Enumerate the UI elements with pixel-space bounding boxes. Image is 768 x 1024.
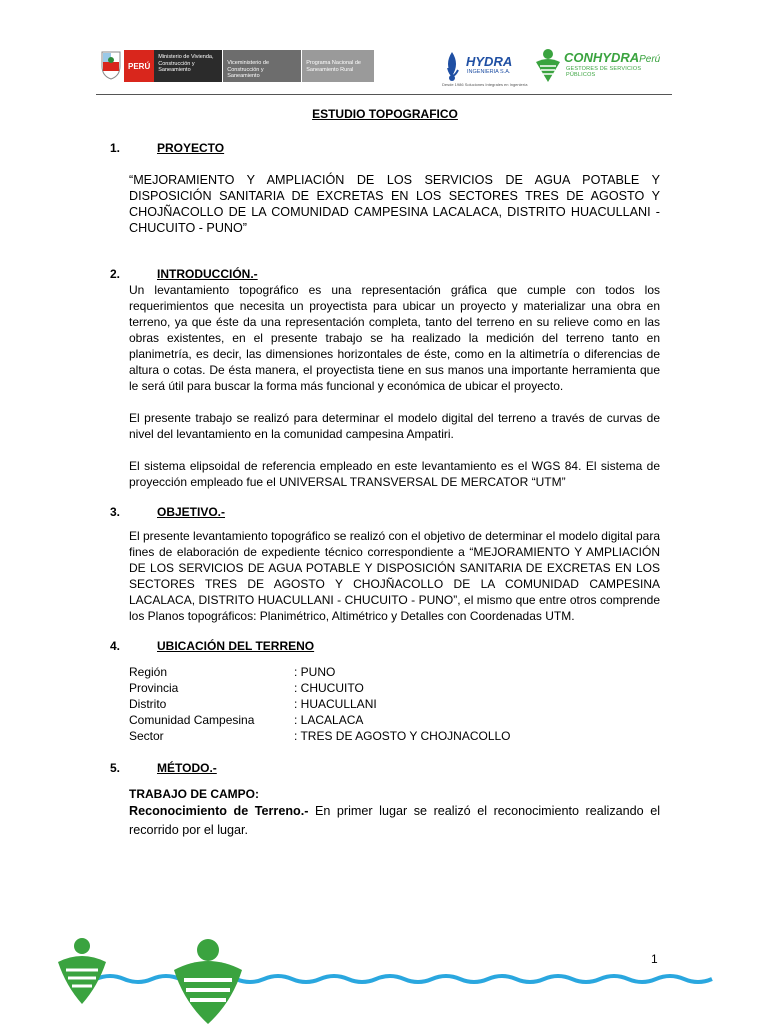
location-value: : HUACULLANI — [294, 697, 377, 711]
peru-label: PERÚ — [124, 50, 154, 82]
section-number: 5. — [110, 761, 121, 775]
section-number: 1. — [110, 141, 121, 155]
field-work-heading: TRABAJO DE CAMPO: — [129, 787, 260, 801]
section-4-heading — [110, 638, 660, 654]
location-row — [129, 680, 660, 696]
section-number: 4. — [110, 639, 121, 653]
location-row — [129, 712, 660, 728]
header-divider — [96, 94, 672, 95]
footer-decoration — [0, 930, 768, 1024]
footer-logo-large-icon — [174, 939, 242, 1024]
section-1-heading — [110, 140, 660, 156]
hydra-since: Desde 1986 — [442, 82, 464, 87]
location-label: Región — [129, 665, 168, 679]
section-3-heading — [110, 504, 660, 520]
location-table — [110, 664, 660, 744]
method-body: En primer lugar se realizó el reconocimiento realizando el recorrido por el lugar. — [129, 804, 660, 837]
location-value: : CHUCUITO — [294, 681, 364, 695]
location-value: : LACALACA — [294, 713, 364, 727]
document-title: ESTUDIO TOPOGRAFICO — [312, 107, 458, 121]
conhydra-logo-icon — [534, 48, 562, 84]
page-header — [96, 44, 672, 92]
hydra-name: HYDRA — [466, 54, 513, 69]
vice-ministry-label: Viceministerio de Construcción y Saneamiento — [223, 50, 301, 82]
section-title: OBJETIVO.- — [157, 505, 226, 519]
ministry-label: Ministerio de Vivienda, Construcción y Saneamiento — [154, 50, 222, 82]
location-value: : TRES DE AGOSTO Y CHOJNACOLLO — [294, 729, 511, 743]
peru-shield-icon — [100, 50, 122, 80]
footer-logo-small-icon — [58, 938, 106, 1004]
intro-paragraph-3: El sistema elipsoidal de referencia empleado en este levantamiento es el WGS 84. El sistema de proyección empleado fue el UNIVERSAL TRANSVERSAL DE MERCATOR “UTM” — [129, 459, 660, 489]
intro-paragraph-1: Un levantamiento topográfico es una representación gráfica que cumple con todos los requerimientos que necesita un proyectista para ubicar un proyecto y materializar una obra en terreno, ya que éste da una representación completa, tanto del terreno en su relieve como en las obras existentes, en el presente trabajo se ha realizado la medición del terreno tanto en planimetría, es decir, las dimensiones horizontales de éste, como en la altimetría o diferencias de altura o cotas. De ésta manera, el proyectista tiene en sus manos una importante herramienta que le será útil para buscar la forma más funcional y económica de ubicar el proyecto. — [129, 283, 660, 393]
hydra-subtitle: INGENIERIA S.A. — [467, 69, 511, 75]
section-number: 2. — [110, 267, 121, 281]
page-number: 1 — [651, 952, 658, 966]
location-row — [129, 696, 660, 712]
section-title: INTRODUCCIÓN.- — [157, 267, 258, 281]
government-logos — [100, 50, 374, 82]
location-value: : PUNO — [294, 665, 336, 679]
intro-paragraph-2: El presente trabajo se realizó para determinar el modelo digital del terreno a través de curvas de nivel del levantamiento en la comunidad campesina Ampatiri. — [129, 411, 660, 441]
location-label: Comunidad Campesina — [129, 713, 255, 727]
hydra-tagline — [442, 82, 527, 87]
section-title: UBICACIÓN DEL TERRENO — [157, 639, 315, 653]
location-row — [129, 664, 660, 680]
location-row — [129, 728, 660, 744]
section-title: PROYECTO — [157, 141, 225, 155]
section-number: 3. — [110, 505, 121, 519]
conhydra-country: Perú — [639, 54, 661, 65]
conhydra-subtitle: GESTORES DE SERVICIOS PÚBLICOS — [566, 66, 642, 78]
conhydra-name-text: CONHYDRA — [564, 50, 640, 65]
program-label: Programa Nacional de Saneamiento Rural — [302, 50, 374, 82]
project-text: “MEJORAMIENTO Y AMPLIACIÓN DE LOS SERVICIOS DE AGUA POTABLE Y DISPOSICIÓN SANITARIA DE EXCRETAS EN LOS SECTORES TRES DE AGOSTO Y CHOJÑACOLLO DE LA COMUNIDAD CAMPESINA LACALACA, DISTRITO HUACULLANI - CHUCUITO - PUNO” — [129, 173, 660, 235]
hydra-tagline-text: Soluciones Integrales en Ingeniería — [464, 82, 528, 87]
method-lead: Reconocimiento de Terreno.- — [129, 804, 309, 818]
location-label: Sector — [129, 729, 164, 743]
section-title: MÉTODO.- — [157, 761, 217, 775]
conhydra-name — [564, 50, 660, 65]
location-label: Provincia — [129, 681, 179, 695]
section-5-heading — [110, 760, 660, 776]
document-body — [110, 106, 660, 840]
method-text — [129, 802, 660, 840]
location-label: Distrito — [129, 697, 167, 711]
objective-text: El presente levantamiento topográfico se realizó con el objetivo de determinar el modelo digital para fines de elaboración de expediente técnico correspondiente a “MEJORAMIENTO Y AMPLIACIÓN DE LOS SERVICIOS DE AGUA POTABLE Y DISPOSICIÓN SANITARIA DE EXCRETAS EN LOS SECTORES TRES DE AGOSTO Y CHOJÑACOLLO DE LA COMUNIDAD CAMPESINA LACALACA, DISTRITO HUACULLANI - CHUCUITO - PUNO”, el mismo que entre otros comprende los Planos topográficos: Planimétrico, Altimétrico y Detalles con Coordenadas UTM. — [129, 529, 660, 623]
section-2-heading — [110, 266, 660, 282]
